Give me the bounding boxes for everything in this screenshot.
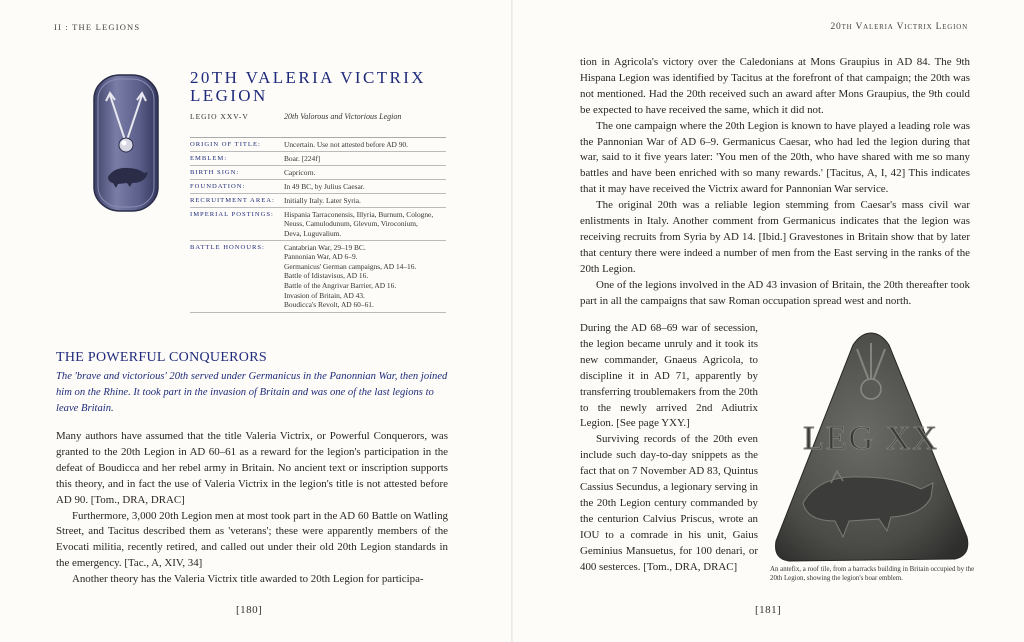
legio-label: LEGIO XXV-V: [190, 112, 249, 121]
fact-row-battle-honours: [190, 241, 446, 313]
fact-line: Hispania Tarraconensis, Illyria, Burnum, Cologne,: [284, 209, 434, 219]
left-body-text: [56, 429, 448, 588]
fact-line: Battle of the Angrivar Barrier, AD 16.: [284, 281, 397, 291]
fact-line: Boar. [224f]: [284, 153, 321, 163]
page-number-left: [180]: [236, 604, 263, 616]
legio-row: [190, 112, 446, 121]
legion-shield-icon: [92, 73, 160, 213]
legion-title: 20TH VALERIA VICTRIX LEGION: [190, 68, 426, 105]
fact-key: IMPERIAL POSTINGS:: [190, 210, 274, 218]
fact-line: In 49 BC, by Julius Caesar.: [284, 181, 365, 191]
legion-fact-box: [190, 69, 446, 313]
paragraph: Furthermore, 3,000 20th Legion men at most took part in the AD 60 Battle on Watling Street, and Tacitus described them as 'veterans'; these were apparently members of the Evocati militia, recently retired, and called out under their old 20th Legion standards in the emergency. [Tac., A, XIV, 34]: [56, 509, 448, 570]
fact-key: EMBLEM:: [190, 154, 228, 162]
paragraph: One of the legions involved in the AD 43 invasion of Britain, the 20th thereafter took part in all the campaigns that saw Roman occupation spread west and north.: [580, 278, 970, 307]
fact-table: [190, 137, 446, 313]
fact-row-emblem: [190, 152, 446, 166]
legio-translation: 20th Valorous and Victorious Legion: [284, 112, 402, 121]
paragraph: Another theory has the Valeria Victrix title awarded to 20th Legion for participa-: [72, 573, 424, 586]
fact-key: ORIGIN OF TITLE:: [190, 140, 261, 148]
fact-value: [284, 140, 446, 150]
fact-value: [284, 210, 446, 239]
fact-value: [284, 154, 446, 164]
paragraph: The one campaign where the 20th Legion is known to have played a leading role was the Pannonian War of AD 6–9. Germanicus Caesar, who had led the legion during that war, said to it five years later: 'You men of the 20th, who have shared with me so many battles and have been enriched with so many rewards.' [Tacitus, A, I, 42] This indicates that it may have received the Victrix award for Pannonian War service.: [580, 119, 970, 196]
image-caption: An antefix, a roof tile, from a barracks building in Britain occupied by the 20th Legion, showing the legion's boar emblem.: [770, 566, 975, 583]
fact-key: FOUNDATION:: [190, 182, 246, 190]
paragraph: During the AD 68–69 war of secession, the legion became unruly and it took its new commander, Gnaeus Agricola, to discipline it in AD 71, apparently by transferring troublemakers from the 20th to the newly arrived 2nd Adiutrix Legion. [See page YXY.]: [580, 322, 758, 430]
fact-line: Deva, Luguvalium.: [284, 228, 342, 238]
fact-row-recruitment: [190, 194, 446, 208]
fact-row-birth-sign: [190, 166, 446, 180]
paragraph: Surviving records of the 20th even include such day-to-day snippets as the fact that on 7 November AD 83, Quintus Cassius Secundus, a legionary serving in the 20th Legion century commanded by the centurion Calvius Priscus, wrote an IOU to a comrade in his unit, Gaius Geminius Mansuetus, for 100 denari, or 400 sesterces. [Tom., DRA, DRAC]: [580, 433, 758, 573]
right-body-text: [580, 55, 970, 310]
fact-line: Uncertain. Use not attested before AD 90.: [284, 139, 408, 149]
fact-line: Initially Italy. Later Syria.: [284, 195, 361, 205]
fact-value: [284, 243, 446, 310]
fact-line: Germanicus' German campaigns, AD 14–16.: [284, 261, 417, 271]
fact-line: Pannonian War, AD 6–9.: [284, 252, 358, 262]
fact-row-foundation: [190, 180, 446, 194]
antefix-roof-tile-image: [771, 331, 972, 565]
running-head-right: 20th Valeria Victrix Legion: [830, 22, 968, 32]
fact-value: [284, 196, 446, 206]
fact-line: Cantabrian War, 29–19 BC.: [284, 242, 366, 252]
fact-line: Boudicca's Revolt, AD 60–61.: [284, 300, 374, 310]
fact-key: BIRTH SIGN:: [190, 168, 240, 176]
fact-value: [284, 168, 446, 178]
fact-line: Neuss, Camulodunum, Glevum, Viroconium,: [284, 219, 418, 229]
fact-line: Invasion of Britain, AD 43.: [284, 290, 365, 300]
tile-inscription: LEG XX: [803, 420, 939, 457]
running-head-left: II : THE LEGIONS: [54, 22, 141, 32]
fact-key: RECRUITMENT AREA:: [190, 196, 275, 204]
section-intro: The 'brave and victorious' 20th served under Germanicus in the Panonnian War, then joined him on the Rhine. It took part in the invasion of Britain and was one of the last legions to leave Britain.: [56, 371, 448, 414]
right-narrow-text: [580, 321, 758, 576]
fact-value: [284, 182, 446, 192]
paragraph: Many authors have assumed that the title Valeria Victrix, or Powerful Conquerors, was granted to the 20th Legion in AD 60–61 as a reward for the legion's participation in the defeat of Boudicca and her rebel army in Britain. No ancient text or inscription supports this theory, and in fact the use of Valeria Victrix in the legion's title is not attested before AD 90. [Tom., DRA, DRAC]: [56, 430, 448, 506]
fact-key: BATTLE HONOURS:: [190, 243, 265, 251]
page-number-right: [181]: [755, 604, 782, 616]
section-heading: THE POWERFUL CONQUERORS: [56, 350, 267, 365]
fact-row-postings: [190, 208, 446, 241]
fact-line: Capricorn.: [284, 167, 316, 177]
fact-row-origin: [190, 138, 446, 152]
fact-line: Battle of Idistavisus, AD 16.: [284, 271, 369, 281]
paragraph: tion in Agricola's victory over the Caledonians at Mons Graupius in AD 84. The 9th Hispana Legion was identified by Tacitus at the forefront of that campaign; the 20th was not mentioned. Had the 20th received such an award after Mons Graupius, the 9th could be expected to have received the same, which it did not.: [580, 56, 970, 116]
paragraph: The original 20th was a reliable legion stemming from Caesar's mass civil war enlistments in Italy. Another comment from Germanicus indicates that the legion was receiving recruits from Syria by AD 14. [Ibid.] Gravestones in Britain show that by later that century there were indeed a number of men from the East serving in the ranks of the 20th Legion.: [580, 199, 970, 275]
